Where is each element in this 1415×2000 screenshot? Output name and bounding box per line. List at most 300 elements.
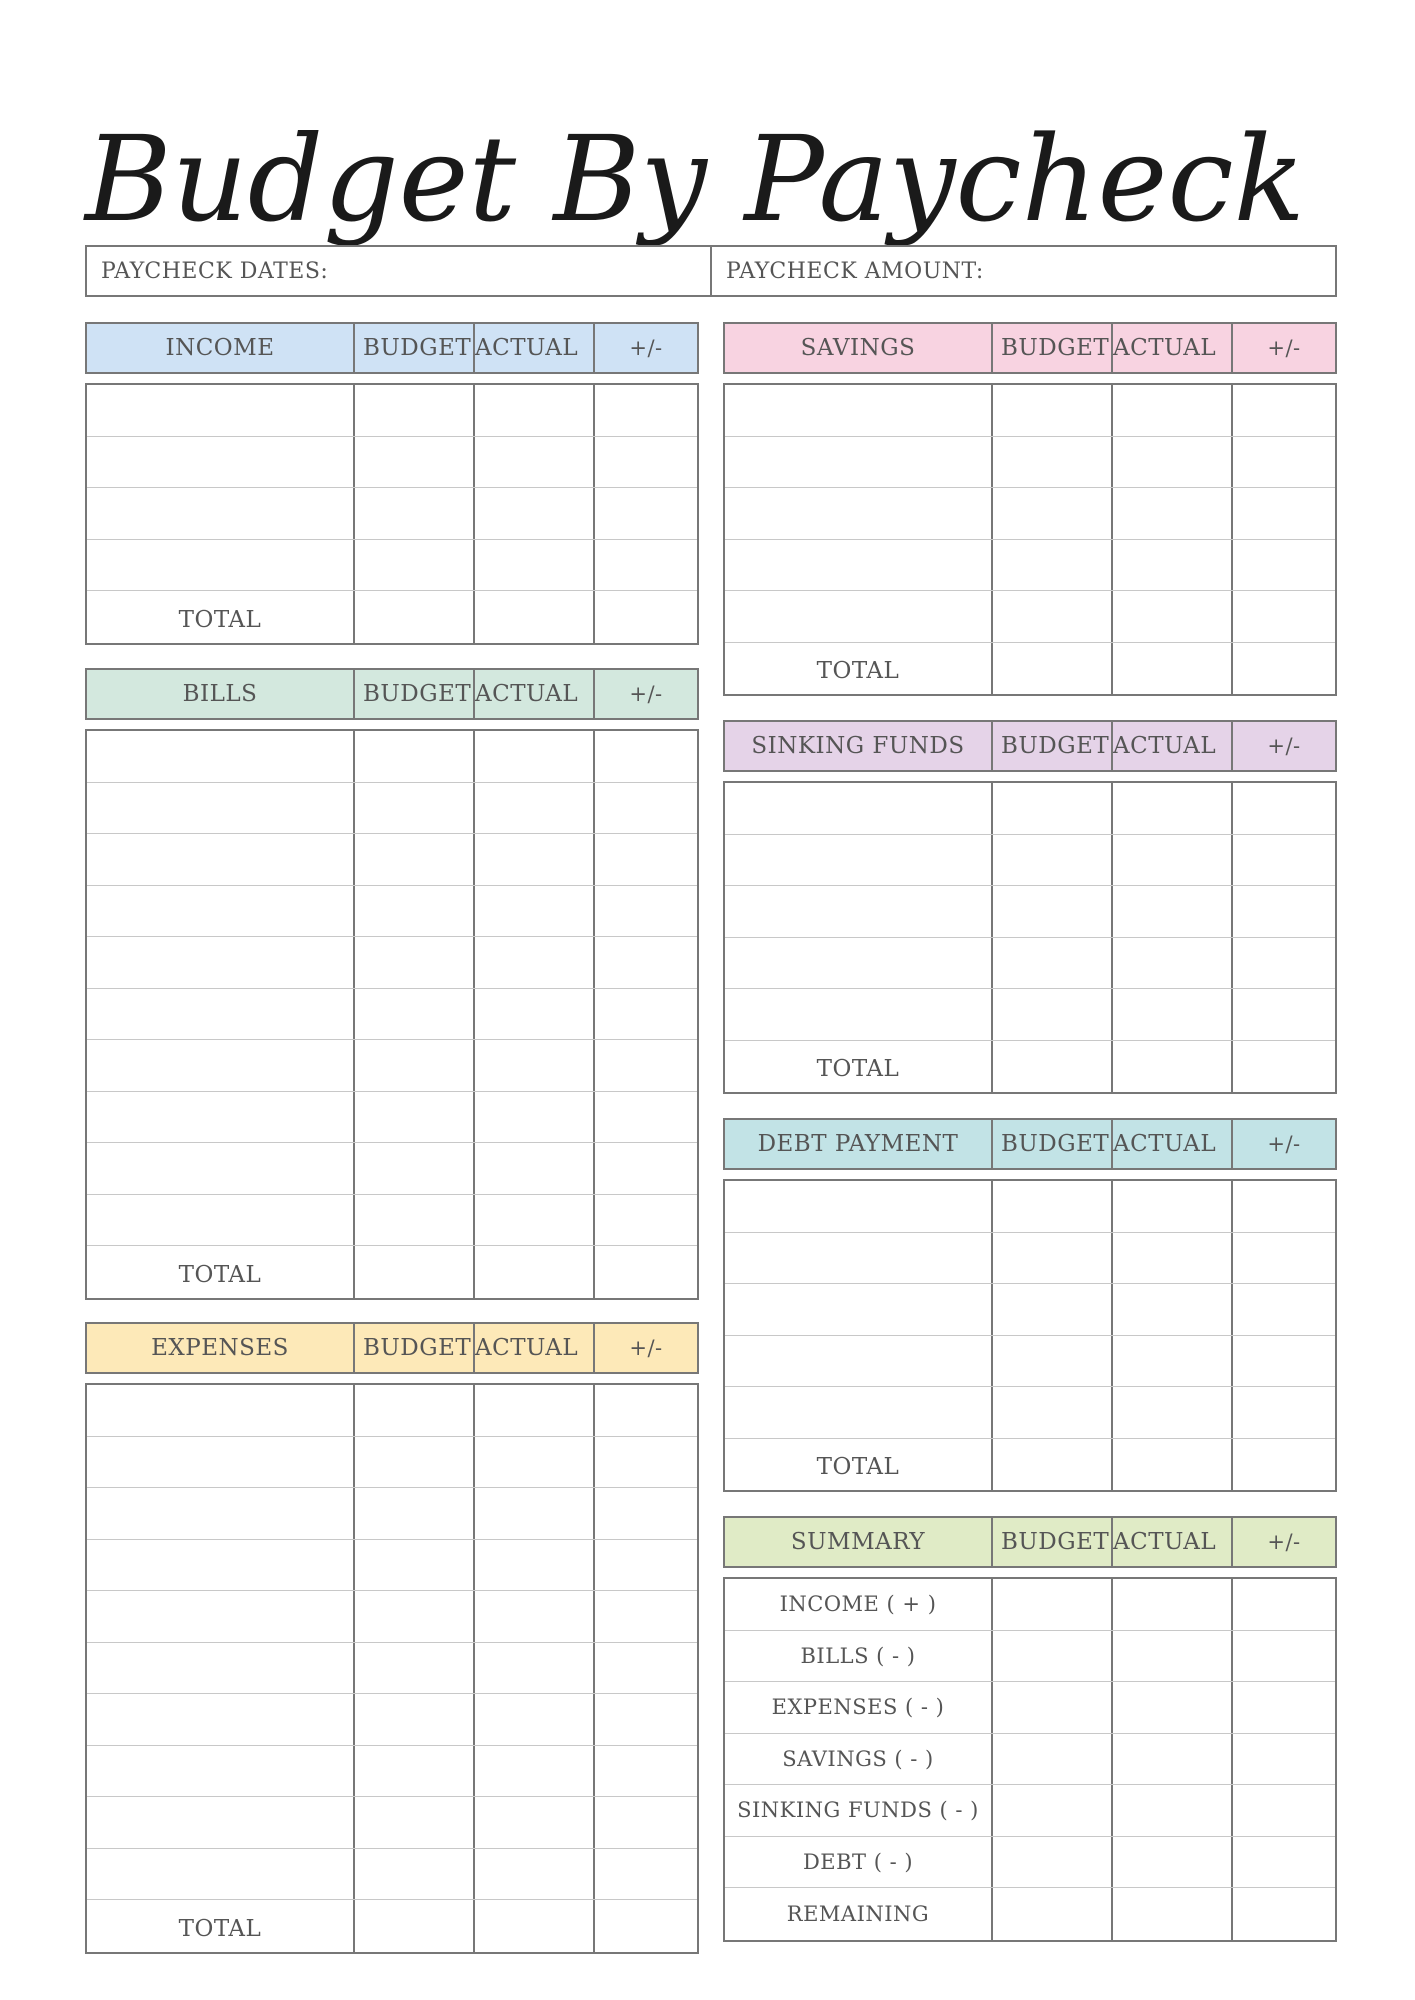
summary-row-label: EXPENSES ( - ) <box>725 1682 993 1733</box>
actual-cell[interactable] <box>475 488 595 539</box>
summary-row <box>725 1579 1335 1631</box>
item-name-cell[interactable] <box>87 1797 355 1848</box>
budget-cell[interactable] <box>993 1181 1113 1232</box>
actual-cell[interactable] <box>475 1040 595 1091</box>
table-row <box>87 540 697 592</box>
difference-cell[interactable] <box>595 783 697 834</box>
summary-row-label: INCOME ( + ) <box>725 1579 993 1630</box>
difference-cell[interactable] <box>595 989 697 1040</box>
budget-column-header: BUDGET <box>993 324 1113 372</box>
actual-cell[interactable] <box>475 1797 595 1848</box>
budget-cell[interactable] <box>993 783 1113 834</box>
difference-cell[interactable] <box>1233 835 1335 886</box>
total-row <box>725 1439 1335 1491</box>
budget-cell[interactable] <box>355 1900 475 1952</box>
actual-cell[interactable] <box>1113 835 1233 886</box>
actual-cell[interactable] <box>475 1488 595 1539</box>
total-row <box>87 591 697 643</box>
budget-cell[interactable] <box>355 1849 475 1900</box>
summary-row-label: DEBT ( - ) <box>725 1837 993 1888</box>
difference-cell[interactable] <box>595 1437 697 1488</box>
difference-column-header: +/- <box>629 682 663 706</box>
summary-row-label: SINKING FUNDS ( - ) <box>725 1785 993 1836</box>
item-name-cell[interactable] <box>725 835 993 886</box>
summary-row <box>725 1837 1335 1889</box>
difference-cell[interactable] <box>595 937 697 988</box>
difference-cell[interactable] <box>1233 1837 1335 1888</box>
actual-cell[interactable] <box>475 1246 595 1298</box>
actual-cell[interactable] <box>1113 938 1233 989</box>
budget-column-header: BUDGET <box>355 670 475 718</box>
budget-cell[interactable] <box>355 731 475 782</box>
bills-table <box>85 729 699 1300</box>
sinking-table <box>723 781 1337 1094</box>
table-row <box>87 385 697 437</box>
summary-row <box>725 1785 1335 1837</box>
table-row <box>87 1195 697 1247</box>
actual-cell[interactable] <box>475 1540 595 1591</box>
difference-column-header: +/- <box>1267 1530 1301 1554</box>
difference-column-header: +/- <box>629 336 663 360</box>
item-name-cell[interactable] <box>87 937 355 988</box>
difference-cell[interactable] <box>595 1040 697 1091</box>
actual-cell[interactable] <box>1113 1734 1233 1785</box>
bills-header <box>85 668 699 720</box>
difference-cell[interactable] <box>1233 989 1335 1040</box>
paycheck-info-bar <box>85 245 1337 297</box>
difference-column-header: +/- <box>1267 336 1301 360</box>
table-row <box>87 1092 697 1144</box>
table-row <box>87 1849 697 1901</box>
budget-cell[interactable] <box>993 1631 1113 1682</box>
table-row <box>87 1591 697 1643</box>
actual-cell[interactable] <box>475 1195 595 1246</box>
debt-payment-section <box>723 1118 1337 1492</box>
budget-column-header: BUDGET <box>355 324 475 372</box>
actual-cell[interactable] <box>1113 437 1233 488</box>
total-label: TOTAL <box>87 591 355 643</box>
summary-row <box>725 1888 1335 1940</box>
actual-cell[interactable] <box>475 437 595 488</box>
expenses-header <box>85 1322 699 1374</box>
budget-column-header: BUDGET <box>993 1518 1113 1566</box>
paycheck-dates-field[interactable] <box>87 247 710 295</box>
actual-cell[interactable] <box>475 1900 595 1952</box>
table-row <box>725 989 1335 1041</box>
difference-cell[interactable] <box>1233 1785 1335 1836</box>
budget-cell[interactable] <box>993 591 1113 642</box>
total-row <box>87 1246 697 1298</box>
total-label: TOTAL <box>87 1900 355 1952</box>
budget-cell[interactable] <box>993 1682 1113 1733</box>
expenses-section <box>85 1322 699 1954</box>
item-name-cell[interactable] <box>87 989 355 1040</box>
actual-cell[interactable] <box>1113 1041 1233 1093</box>
budget-cell[interactable] <box>355 834 475 885</box>
difference-cell[interactable] <box>1233 886 1335 937</box>
budget-cell[interactable] <box>993 1387 1113 1438</box>
item-name-cell[interactable] <box>87 437 355 488</box>
total-row <box>87 1900 697 1952</box>
difference-cell[interactable] <box>595 1643 697 1694</box>
item-name-cell[interactable] <box>725 437 993 488</box>
table-row <box>87 1643 697 1695</box>
difference-cell[interactable] <box>1233 1336 1335 1387</box>
actual-cell[interactable] <box>475 989 595 1040</box>
actual-cell[interactable] <box>1113 783 1233 834</box>
difference-cell[interactable] <box>595 1849 697 1900</box>
summary-row <box>725 1734 1335 1786</box>
difference-cell[interactable] <box>1233 540 1335 591</box>
actual-cell[interactable] <box>475 1143 595 1194</box>
actual-column-header: ACTUAL <box>475 1324 595 1372</box>
budget-cell[interactable] <box>993 1336 1113 1387</box>
item-name-cell[interactable] <box>725 540 993 591</box>
actual-cell[interactable] <box>1113 989 1233 1040</box>
difference-cell[interactable] <box>595 1797 697 1848</box>
table-row <box>725 385 1335 437</box>
difference-cell[interactable] <box>595 1694 697 1745</box>
actual-cell[interactable] <box>1113 1579 1233 1630</box>
difference-cell[interactable] <box>595 1591 697 1642</box>
budget-cell[interactable] <box>993 643 1113 695</box>
budget-cell[interactable] <box>355 1385 475 1436</box>
debt-title: DEBT PAYMENT <box>725 1120 993 1168</box>
budget-cell[interactable] <box>355 1643 475 1694</box>
table-row <box>725 540 1335 592</box>
income-title: INCOME <box>87 324 355 372</box>
actual-cell[interactable] <box>1113 1439 1233 1491</box>
actual-cell[interactable] <box>1113 1284 1233 1335</box>
item-name-cell[interactable] <box>87 1746 355 1797</box>
summary-row-label: SAVINGS ( - ) <box>725 1734 993 1785</box>
table-row <box>87 1488 697 1540</box>
difference-cell[interactable] <box>1233 938 1335 989</box>
actual-cell[interactable] <box>1113 1387 1233 1438</box>
actual-cell[interactable] <box>475 1437 595 1488</box>
budget-cell[interactable] <box>993 1837 1113 1888</box>
item-name-cell[interactable] <box>725 385 993 436</box>
savings-header <box>723 322 1337 374</box>
actual-cell[interactable] <box>475 1643 595 1694</box>
difference-cell[interactable] <box>595 1540 697 1591</box>
actual-cell[interactable] <box>1113 643 1233 695</box>
table-row <box>725 886 1335 938</box>
budget-cell[interactable] <box>355 1591 475 1642</box>
actual-cell[interactable] <box>475 591 595 643</box>
actual-cell[interactable] <box>1113 385 1233 436</box>
item-name-cell[interactable] <box>87 488 355 539</box>
difference-cell[interactable] <box>595 1195 697 1246</box>
budget-cell[interactable] <box>993 540 1113 591</box>
budget-cell[interactable] <box>355 540 475 591</box>
actual-cell[interactable] <box>475 731 595 782</box>
savings-table <box>723 383 1337 696</box>
item-name-cell[interactable] <box>87 1143 355 1194</box>
table-row <box>87 886 697 938</box>
actual-cell[interactable] <box>475 1694 595 1745</box>
savings-title: SAVINGS <box>725 324 993 372</box>
budget-cell[interactable] <box>993 437 1113 488</box>
difference-cell[interactable] <box>595 1385 697 1436</box>
actual-cell[interactable] <box>1113 886 1233 937</box>
difference-cell[interactable] <box>595 488 697 539</box>
budget-cell[interactable] <box>355 488 475 539</box>
budget-cell[interactable] <box>355 1746 475 1797</box>
item-name-cell[interactable] <box>725 1336 993 1387</box>
table-row <box>87 437 697 489</box>
difference-cell[interactable] <box>1233 1439 1335 1491</box>
difference-cell[interactable] <box>595 1488 697 1539</box>
actual-cell[interactable] <box>475 1849 595 1900</box>
budget-cell[interactable] <box>355 1040 475 1091</box>
paycheck-amount-label: PAYCHECK AMOUNT: <box>726 258 984 284</box>
item-name-cell[interactable] <box>725 886 993 937</box>
actual-cell[interactable] <box>475 1092 595 1143</box>
item-name-cell[interactable] <box>87 731 355 782</box>
budget-cell[interactable] <box>993 938 1113 989</box>
item-name-cell[interactable] <box>725 1233 993 1284</box>
summary-row <box>725 1631 1335 1683</box>
budget-cell[interactable] <box>993 989 1113 1040</box>
item-name-cell[interactable] <box>725 1284 993 1335</box>
budget-column-header: BUDGET <box>993 722 1113 770</box>
budget-cell[interactable] <box>355 1092 475 1143</box>
difference-cell[interactable] <box>1233 783 1335 834</box>
item-name-cell[interactable] <box>87 1591 355 1642</box>
difference-cell[interactable] <box>1233 643 1335 695</box>
total-row <box>725 1041 1335 1093</box>
actual-cell[interactable] <box>1113 1682 1233 1733</box>
budget-cell[interactable] <box>993 1734 1113 1785</box>
budget-cell[interactable] <box>993 835 1113 886</box>
budget-cell[interactable] <box>355 1246 475 1298</box>
budget-cell[interactable] <box>355 385 475 436</box>
difference-cell[interactable] <box>1233 1734 1335 1785</box>
table-row <box>87 834 697 886</box>
item-name-cell[interactable] <box>87 1488 355 1539</box>
item-name-cell[interactable] <box>87 886 355 937</box>
sinking-title: SINKING FUNDS <box>725 722 993 770</box>
actual-cell[interactable] <box>1113 591 1233 642</box>
table-row <box>725 1387 1335 1439</box>
debt-header <box>723 1118 1337 1170</box>
item-name-cell[interactable] <box>725 591 993 642</box>
difference-cell[interactable] <box>1233 1041 1335 1093</box>
table-row <box>87 1040 697 1092</box>
table-row <box>87 1143 697 1195</box>
difference-cell[interactable] <box>595 731 697 782</box>
item-name-cell[interactable] <box>87 1195 355 1246</box>
actual-column-header: ACTUAL <box>1113 722 1233 770</box>
budget-cell[interactable] <box>355 1797 475 1848</box>
difference-cell[interactable] <box>595 1746 697 1797</box>
budget-cell[interactable] <box>993 1888 1113 1940</box>
item-name-cell[interactable] <box>87 1540 355 1591</box>
summary-row-label: BILLS ( - ) <box>725 1631 993 1682</box>
actual-cell[interactable] <box>1113 1336 1233 1387</box>
difference-cell[interactable] <box>1233 1682 1335 1733</box>
actual-cell[interactable] <box>1113 1181 1233 1232</box>
actual-cell[interactable] <box>475 385 595 436</box>
expenses-table <box>85 1383 699 1954</box>
difference-cell[interactable] <box>595 385 697 436</box>
item-name-cell[interactable] <box>87 540 355 591</box>
actual-column-header: ACTUAL <box>1113 324 1233 372</box>
table-row <box>87 488 697 540</box>
title-text: Budget By Paycheck <box>85 110 1306 248</box>
item-name-cell[interactable] <box>87 385 355 436</box>
paycheck-amount-field[interactable] <box>710 247 1335 295</box>
actual-column-header: ACTUAL <box>1113 1518 1233 1566</box>
item-name-cell[interactable] <box>87 1849 355 1900</box>
budget-cell[interactable] <box>355 591 475 643</box>
actual-cell[interactable] <box>1113 1888 1233 1940</box>
budget-cell[interactable] <box>993 1439 1113 1491</box>
income-table <box>85 383 699 645</box>
actual-cell[interactable] <box>475 540 595 591</box>
actual-cell[interactable] <box>475 1746 595 1797</box>
income-section <box>85 322 699 645</box>
actual-cell[interactable] <box>1113 488 1233 539</box>
difference-cell[interactable] <box>1233 437 1335 488</box>
item-name-cell[interactable] <box>87 834 355 885</box>
table-row <box>725 1336 1335 1388</box>
budget-cell[interactable] <box>355 1540 475 1591</box>
savings-section <box>723 322 1337 696</box>
actual-cell[interactable] <box>1113 540 1233 591</box>
actual-column-header: ACTUAL <box>1113 1120 1233 1168</box>
difference-cell[interactable] <box>595 591 697 643</box>
total-label: TOTAL <box>725 1439 993 1491</box>
budget-column-header: BUDGET <box>355 1324 475 1372</box>
actual-cell[interactable] <box>1113 1631 1233 1682</box>
summary-title: SUMMARY <box>725 1518 993 1566</box>
summary-row <box>725 1682 1335 1734</box>
budget-cell[interactable] <box>355 1143 475 1194</box>
difference-cell[interactable] <box>1233 385 1335 436</box>
actual-cell[interactable] <box>475 886 595 937</box>
difference-cell[interactable] <box>595 834 697 885</box>
table-row <box>725 783 1335 835</box>
difference-cell[interactable] <box>595 886 697 937</box>
budget-cell[interactable] <box>993 385 1113 436</box>
difference-column-header: +/- <box>629 1336 663 1360</box>
item-name-cell[interactable] <box>725 989 993 1040</box>
table-row <box>725 1233 1335 1285</box>
actual-cell[interactable] <box>475 834 595 885</box>
item-name-cell[interactable] <box>725 488 993 539</box>
paycheck-dates-label: PAYCHECK DATES: <box>101 258 329 284</box>
table-row <box>725 938 1335 990</box>
budget-cell[interactable] <box>355 937 475 988</box>
expenses-title: EXPENSES <box>87 1324 355 1372</box>
difference-cell[interactable] <box>1233 1181 1335 1232</box>
item-name-cell[interactable] <box>725 1387 993 1438</box>
bills-title: BILLS <box>87 670 355 718</box>
actual-cell[interactable] <box>1113 1785 1233 1836</box>
actual-cell[interactable] <box>475 783 595 834</box>
difference-cell[interactable] <box>1233 1233 1335 1284</box>
item-name-cell[interactable] <box>87 1437 355 1488</box>
item-name-cell[interactable] <box>87 1040 355 1091</box>
item-name-cell[interactable] <box>87 1385 355 1436</box>
budget-cell[interactable] <box>355 437 475 488</box>
difference-cell[interactable] <box>1233 591 1335 642</box>
budget-cell[interactable] <box>355 989 475 1040</box>
difference-cell[interactable] <box>595 1143 697 1194</box>
income-header <box>85 322 699 374</box>
summary-row-label: REMAINING <box>725 1888 993 1940</box>
actual-column-header: ACTUAL <box>475 670 595 718</box>
difference-cell[interactable] <box>595 1246 697 1298</box>
table-row <box>87 989 697 1041</box>
bills-section <box>85 668 699 1300</box>
difference-cell[interactable] <box>1233 1387 1335 1438</box>
difference-cell[interactable] <box>1233 1631 1335 1682</box>
budget-cell[interactable] <box>355 886 475 937</box>
budget-cell[interactable] <box>355 783 475 834</box>
item-name-cell[interactable] <box>725 1181 993 1232</box>
budget-cell[interactable] <box>993 1041 1113 1093</box>
difference-cell[interactable] <box>1233 488 1335 539</box>
debt-table <box>723 1179 1337 1492</box>
actual-cell[interactable] <box>1113 1837 1233 1888</box>
total-label: TOTAL <box>725 1041 993 1093</box>
budget-cell[interactable] <box>355 1437 475 1488</box>
table-row <box>725 488 1335 540</box>
table-row <box>87 1437 697 1489</box>
item-name-cell[interactable] <box>725 938 993 989</box>
item-name-cell[interactable] <box>87 1643 355 1694</box>
actual-cell[interactable] <box>475 937 595 988</box>
budget-column-header: BUDGET <box>993 1120 1113 1168</box>
table-row <box>87 937 697 989</box>
actual-cell[interactable] <box>475 1385 595 1436</box>
budget-cell[interactable] <box>993 1233 1113 1284</box>
actual-column-header: ACTUAL <box>475 324 595 372</box>
difference-cell[interactable] <box>595 437 697 488</box>
difference-cell[interactable] <box>1233 1888 1335 1940</box>
budget-cell[interactable] <box>355 1195 475 1246</box>
budget-cell[interactable] <box>993 1284 1113 1335</box>
budget-cell[interactable] <box>355 1694 475 1745</box>
table-row <box>725 1181 1335 1233</box>
table-row <box>87 731 697 783</box>
summary-table <box>723 1577 1337 1942</box>
table-row <box>87 1385 697 1437</box>
difference-cell[interactable] <box>595 540 697 591</box>
item-name-cell[interactable] <box>87 783 355 834</box>
sinking-header <box>723 720 1337 772</box>
difference-cell[interactable] <box>595 1092 697 1143</box>
budget-cell[interactable] <box>993 886 1113 937</box>
difference-cell[interactable] <box>1233 1284 1335 1335</box>
item-name-cell[interactable] <box>87 1092 355 1143</box>
table-row <box>87 1746 697 1798</box>
item-name-cell[interactable] <box>725 783 993 834</box>
budget-cell[interactable] <box>993 1579 1113 1630</box>
budget-cell[interactable] <box>993 1785 1113 1836</box>
difference-cell[interactable] <box>1233 1579 1335 1630</box>
actual-cell[interactable] <box>475 1591 595 1642</box>
budget-cell[interactable] <box>993 488 1113 539</box>
difference-cell[interactable] <box>595 1900 697 1952</box>
actual-cell[interactable] <box>1113 1233 1233 1284</box>
budget-cell[interactable] <box>355 1488 475 1539</box>
table-row <box>87 783 697 835</box>
item-name-cell[interactable] <box>87 1694 355 1745</box>
